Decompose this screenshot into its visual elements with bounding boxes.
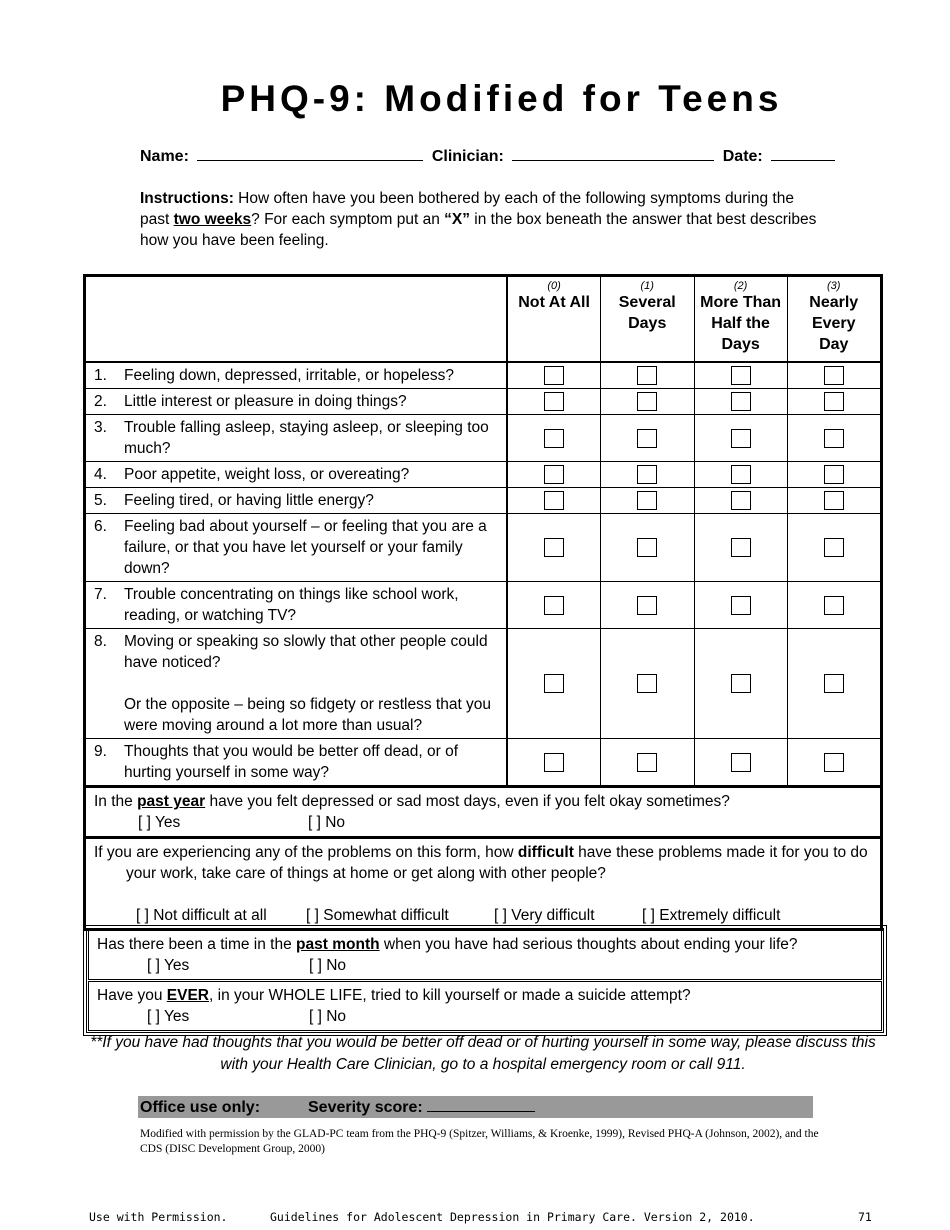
- answer-checkbox[interactable]: [824, 465, 844, 484]
- question-number: 8.: [94, 633, 107, 650]
- table-header-row: [85, 276, 882, 363]
- answer-checkbox[interactable]: [637, 753, 657, 772]
- credits-text: Modified with permission by the GLAD-PC team from the PHQ-9 (Spitzer, Williams, & Kroenke, 1999), Revised PHQ-A (Johnson, 2002), and the CDS (DISC Development Group, 2000): [140, 1128, 819, 1155]
- option-score: (1): [640, 280, 654, 292]
- past-year-emphasis: past year: [137, 793, 206, 810]
- question-text: Moving or speaking so slowly that other people could have noticed?: [124, 633, 488, 671]
- severity-score-label: Severity score:: [308, 1099, 423, 1116]
- past-month-text-2: when you have had serious thoughts about ending your life?: [379, 936, 798, 953]
- answer-checkbox[interactable]: [824, 392, 844, 411]
- question-text: Feeling down, depressed, irritable, or hopeless?: [124, 367, 454, 384]
- past-month-no-option[interactable]: [ ] No: [309, 957, 347, 974]
- past-year-no-option[interactable]: [ ] No: [308, 814, 346, 831]
- option-header-2: [694, 276, 787, 363]
- instructions-x: “X”: [444, 211, 470, 228]
- question-cell: [85, 415, 508, 462]
- difficulty-option-somewhat[interactable]: [ ] Somewhat difficult: [306, 907, 449, 924]
- answer-checkbox[interactable]: [544, 753, 564, 772]
- clinician-label: Clinician:: [431, 148, 504, 165]
- page-number: 71: [858, 1210, 872, 1224]
- question-text: Trouble falling asleep, staying asleep, or sleeping too much?: [124, 419, 489, 457]
- name-label: Name:: [140, 148, 189, 165]
- question-number: 7.: [94, 586, 107, 603]
- instructions-emphasis: two weeks: [173, 211, 252, 228]
- past-year-cell: [85, 787, 882, 838]
- question-text-alt: Or the opposite – being so fidgety or restless that you were moving around a lot more than usual?: [124, 696, 492, 734]
- difficulty-emphasis: difficult: [517, 844, 574, 861]
- difficulty-option-very[interactable]: [ ] Very difficult: [494, 907, 595, 924]
- question-text: Feeling bad about yourself – or feeling that you are a failure, or that you have let yourself or your family down?: [124, 518, 487, 577]
- question-number: 4.: [94, 466, 107, 483]
- past-year-yes-option[interactable]: [ ] Yes: [138, 814, 181, 831]
- answer-checkbox[interactable]: [731, 429, 751, 448]
- past-year-text-2: have you felt depressed or sad most days, even if you felt okay sometimes?: [205, 793, 730, 810]
- question-text: Little interest or pleasure in doing things?: [124, 393, 407, 410]
- question-text: Poor appetite, weight loss, or overeating?: [124, 466, 410, 483]
- ever-text-2: , in your WHOLE LIFE, tried to kill yourself or made a suicide attempt?: [209, 987, 691, 1004]
- answer-checkbox[interactable]: [731, 392, 751, 411]
- office-use-label: Office use only:: [140, 1099, 261, 1116]
- instructions-text-1: How often have you been bothered by each of the following symptoms during the past: [140, 190, 794, 228]
- answer-checkbox[interactable]: [824, 491, 844, 510]
- answer-checkbox[interactable]: [731, 674, 751, 693]
- past-month-row: [88, 930, 882, 980]
- answer-checkbox[interactable]: [731, 538, 751, 557]
- answer-checkbox[interactable]: [824, 366, 844, 385]
- answer-checkbox[interactable]: [637, 465, 657, 484]
- question-cell: [85, 389, 508, 415]
- answer-checkbox[interactable]: [637, 429, 657, 448]
- answer-checkbox[interactable]: [824, 674, 844, 693]
- instructions: [140, 188, 820, 251]
- option-score: (3): [827, 280, 841, 292]
- answer-checkbox[interactable]: [824, 596, 844, 615]
- answer-checkbox[interactable]: [637, 491, 657, 510]
- question-row: [85, 488, 882, 514]
- answer-checkbox[interactable]: [824, 753, 844, 772]
- answer-checkbox[interactable]: [637, 392, 657, 411]
- difficulty-text: If you are experiencing any of the problems on this form, how: [94, 844, 518, 861]
- suicide-screen-box: [83, 925, 887, 1036]
- office-use-bar: [138, 1096, 813, 1118]
- answer-checkbox[interactable]: [544, 392, 564, 411]
- option-label: More Than Half the Days: [700, 294, 782, 353]
- answer-checkbox[interactable]: [731, 596, 751, 615]
- past-year-text: In the: [94, 793, 138, 810]
- answer-checkbox[interactable]: [637, 538, 657, 557]
- difficulty-option-extremely[interactable]: [ ] Extremely difficult: [642, 907, 781, 924]
- option-label: Several Days: [618, 294, 676, 332]
- difficulty-cell: [85, 838, 882, 930]
- ever-emphasis: EVER: [166, 987, 210, 1004]
- header-fields: [140, 146, 839, 166]
- answer-checkbox[interactable]: [731, 491, 751, 510]
- answer-checkbox[interactable]: [637, 674, 657, 693]
- answer-checkbox[interactable]: [824, 429, 844, 448]
- question-number: 5.: [94, 492, 107, 509]
- question-row: [85, 514, 882, 582]
- page-title: PHQ-9: Modified for Teens: [220, 78, 783, 119]
- clinician-field[interactable]: [512, 146, 714, 161]
- question-number: 1.: [94, 367, 107, 384]
- question-cell: [85, 739, 508, 787]
- answer-checkbox[interactable]: [731, 753, 751, 772]
- header-blank-cell: [85, 276, 508, 363]
- question-row: [85, 415, 882, 462]
- question-row: [85, 462, 882, 488]
- instructions-text-2: ? For each symptom put an: [251, 211, 445, 228]
- date-label: Date:: [722, 148, 763, 165]
- option-header-1: [600, 276, 694, 363]
- ever-text: Have you: [97, 987, 167, 1004]
- difficulty-text-2: have these problems made it for you to do your work, take care of things at home or get along with other people?: [126, 844, 868, 882]
- question-text: Thoughts that you would be better off dead, or of hurting yourself in some way?: [124, 743, 459, 781]
- question-text: Feeling tired, or having little energy?: [124, 492, 374, 509]
- question-cell: [85, 362, 508, 389]
- question-row: [85, 389, 882, 415]
- question-cell: [85, 488, 508, 514]
- answer-checkbox[interactable]: [544, 596, 564, 615]
- question-row: [85, 739, 882, 787]
- option-label: Not At All: [518, 294, 590, 311]
- date-field[interactable]: [771, 146, 835, 161]
- option-header-3: [787, 276, 882, 363]
- name-field[interactable]: [197, 146, 423, 161]
- severity-score-field[interactable]: [427, 1096, 535, 1112]
- question-text: Trouble concentrating on things like school work, reading, or watching TV?: [124, 586, 459, 624]
- question-number: 2.: [94, 393, 107, 410]
- question-cell: [85, 514, 508, 582]
- answer-checkbox[interactable]: [637, 596, 657, 615]
- question-row: [85, 362, 882, 389]
- difficulty-option-not[interactable]: [ ] Not difficult at all: [136, 907, 267, 924]
- past-year-row: [85, 787, 882, 838]
- safety-note: **If you have had thoughts that you would be better off dead or of hurting yourself in some way, please discuss this with your Health Care Clinician, go to a hospital emergency room or call 911.: [90, 1034, 876, 1073]
- footer-guidelines: Guidelines for Adolescent Depression in Primary Care. Version 2, 2010.: [270, 1210, 755, 1224]
- footer-permission: Use with Permission.: [89, 1210, 228, 1224]
- answer-checkbox[interactable]: [544, 465, 564, 484]
- instructions-text-3: in the box beneath the answer that best describes how you have been feeling.: [140, 211, 817, 249]
- answer-checkbox[interactable]: [544, 674, 564, 693]
- question-number: 6.: [94, 518, 107, 535]
- instructions-lead: Instructions:: [140, 190, 234, 207]
- option-score: (2): [733, 280, 748, 292]
- ever-yes-option[interactable]: [ ] Yes: [147, 1008, 190, 1025]
- question-number: 9.: [94, 743, 107, 760]
- difficulty-row: [85, 838, 882, 930]
- answer-checkbox[interactable]: [544, 429, 564, 448]
- question-cell: [85, 629, 508, 739]
- question-number: 3.: [94, 419, 107, 436]
- question-row: [85, 582, 882, 629]
- past-month-text: Has there been a time in the: [97, 936, 297, 953]
- question-row: [85, 629, 882, 739]
- question-cell: [85, 462, 508, 488]
- option-header-0: [507, 276, 600, 363]
- answer-checkbox[interactable]: [544, 366, 564, 385]
- past-month-yes-option[interactable]: [ ] Yes: [147, 957, 190, 974]
- past-month-emphasis: past month: [296, 936, 380, 953]
- symptom-table: [83, 274, 883, 931]
- ever-no-option[interactable]: [ ] No: [309, 1008, 347, 1025]
- answer-checkbox[interactable]: [731, 465, 751, 484]
- answer-checkbox[interactable]: [544, 491, 564, 510]
- ever-row: [88, 981, 882, 1031]
- answer-checkbox[interactable]: [544, 538, 564, 557]
- option-score: (0): [547, 280, 561, 292]
- answer-checkbox[interactable]: [637, 366, 657, 385]
- question-cell: [85, 582, 508, 629]
- option-label: Nearly Every Day: [809, 294, 859, 353]
- answer-checkbox[interactable]: [731, 366, 751, 385]
- answer-checkbox[interactable]: [824, 538, 844, 557]
